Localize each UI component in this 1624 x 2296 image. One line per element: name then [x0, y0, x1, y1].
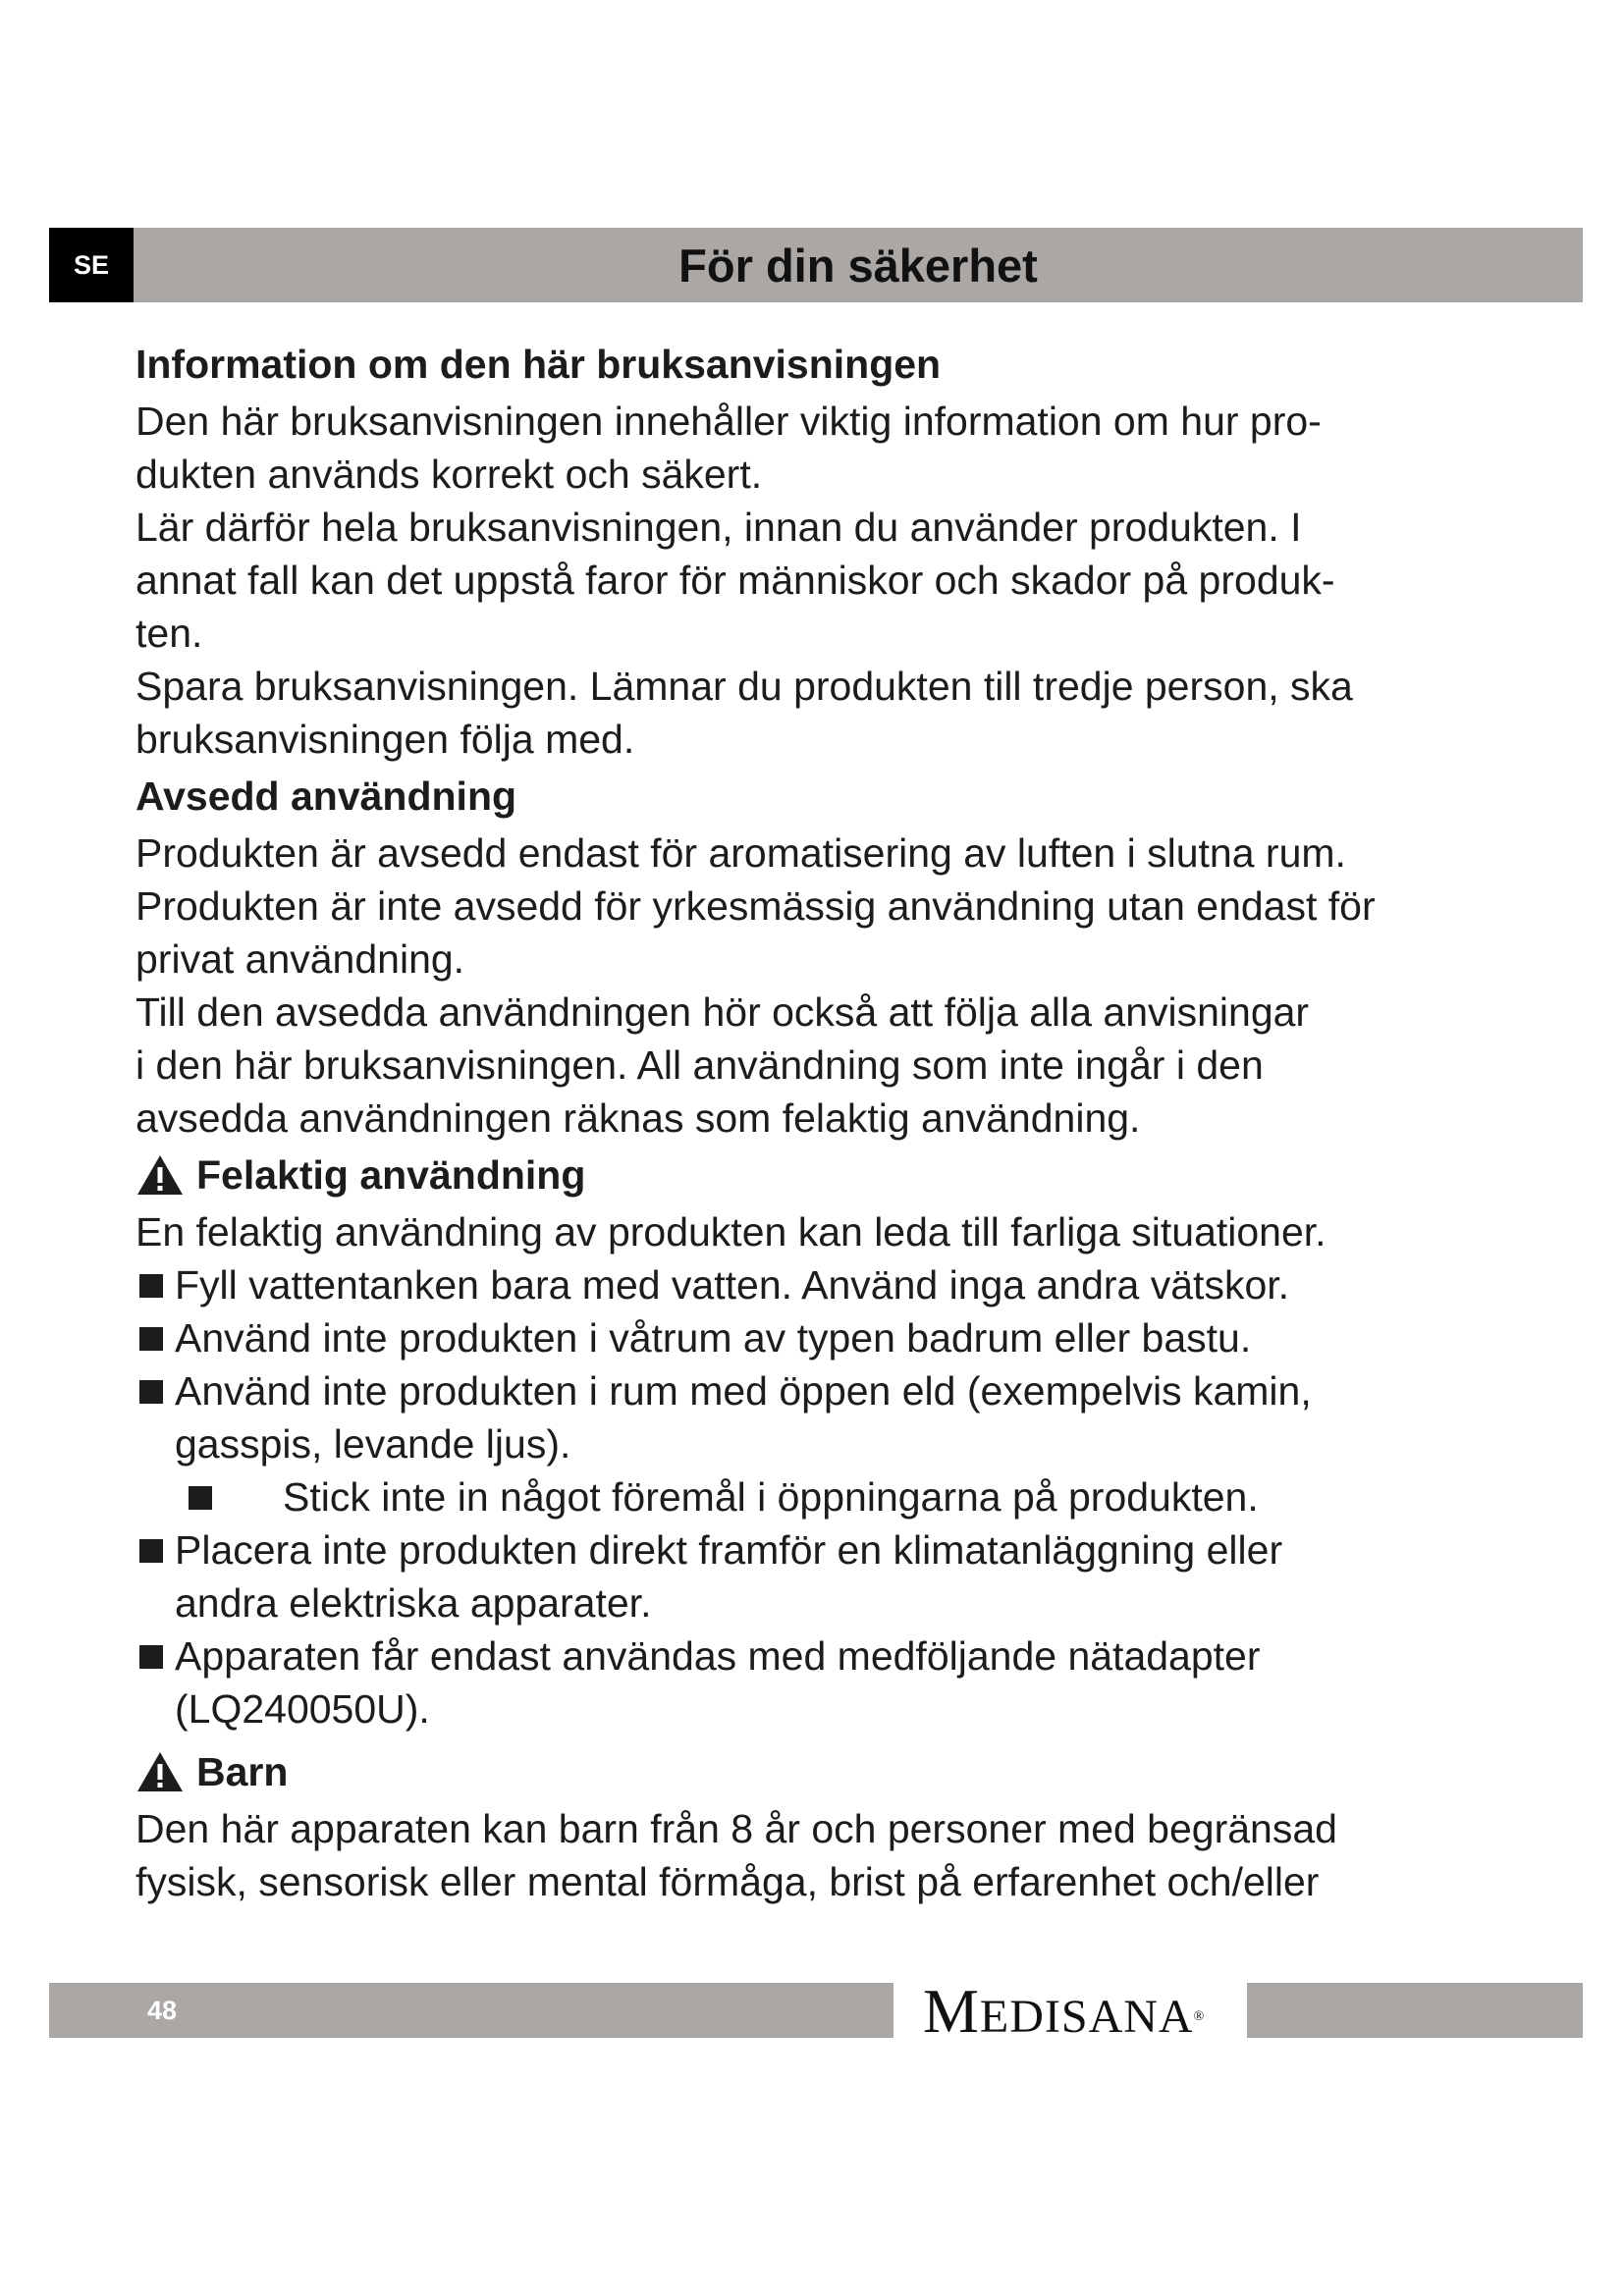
section-heading-children — [135, 1745, 1549, 1798]
list-item-text: Placera inte produkten direkt framför en klimatanläggning eller — [175, 1527, 1283, 1573]
page-title: För din säkerhet — [134, 228, 1583, 302]
paragraph-line: i den här bruksanvisningen. All användning som inte ingår i den — [135, 1042, 1264, 1088]
misuse-heading-text: Felaktig användning — [196, 1152, 586, 1198]
list-item-text: Fyll vattentanken bara med vatten. Använd inga andra vätskor. — [175, 1262, 1290, 1308]
list-item-text: Använd inte produkten i våtrum av typen badrum eller bastu. — [175, 1315, 1252, 1361]
list-item-text: Använd inte produkten i rum med öppen eld (exempelvis kamin, — [175, 1368, 1312, 1414]
paragraph-line: Spara bruksanvisningen. Lämnar du produkten till tredje person, ska — [135, 664, 1353, 709]
paragraph-line: Produkten är avsedd endast för aromatisering av luften i slutna rum. — [135, 830, 1346, 876]
list-item — [135, 1629, 1549, 1735]
warning-icon — [135, 1153, 185, 1197]
list-item-text: (LQ240050U). — [175, 1686, 430, 1732]
bullet-square-icon — [139, 1380, 163, 1404]
paragraph-line: Produkten är inte avsedd för yrkesmässig användning utan endast för — [135, 883, 1376, 929]
warning-icon — [135, 1750, 185, 1793]
logo-text: MEDISANA — [923, 1976, 1194, 2046]
list-item — [135, 1470, 1549, 1523]
list-item — [135, 1523, 1549, 1629]
brand-logo — [923, 1975, 1227, 2046]
paragraph-line: En felaktig användning av produkten kan leda till farliga situationer. — [135, 1209, 1326, 1255]
section-heading-misuse — [135, 1148, 1549, 1201]
list-item-text: Stick inte in något föremål i öppningarna på produkten. — [283, 1474, 1259, 1520]
paragraph-line: ten. — [135, 611, 203, 656]
list-item — [135, 1311, 1549, 1364]
children-heading-text: Barn — [196, 1749, 289, 1794]
paragraph-line: bruksanvisningen följa med. — [135, 717, 635, 762]
paragraph-line: privat användning. — [135, 936, 465, 982]
page-footer — [49, 1976, 1583, 2046]
section-heading-intended-use: Avsedd användning — [135, 774, 517, 819]
footer-bar-right — [1247, 1983, 1583, 2038]
list-item-text: gasspis, levande ljus). — [175, 1421, 571, 1467]
bullet-square-icon — [139, 1539, 163, 1563]
paragraph-line: annat fall kan det uppstå faror för människor och skador på produk- — [135, 558, 1335, 603]
registered-mark-icon: ® — [1193, 2009, 1206, 2024]
paragraph-line: Den här bruksanvisningen innehåller viktig information om hur pro- — [135, 399, 1322, 444]
paragraph-line: Lär därför hela bruksanvisningen, innan du använder produkten. I — [135, 505, 1302, 550]
paragraph-line: Den här apparaten kan barn från 8 år och personer med begränsad — [135, 1806, 1337, 1851]
paragraph-line: Till den avsedda användningen hör också att följa alla anvisningar — [135, 989, 1310, 1035]
paragraph-line: avsedda användningen räknas som felaktig användning. — [135, 1095, 1141, 1141]
section-heading-info: Information om den här bruksanvisningen — [135, 342, 942, 387]
bullet-square-icon — [139, 1645, 163, 1669]
bullet-square-icon — [139, 1274, 163, 1298]
list-item — [135, 1364, 1549, 1470]
page-number: 48 — [147, 1995, 178, 2025]
list-item-text: andra elektriska apparater. — [175, 1580, 652, 1626]
page-header — [49, 228, 1583, 302]
bullet-square-icon — [139, 1327, 163, 1351]
list-item-text: Apparaten får endast användas med medföljande nätadapter — [175, 1633, 1261, 1679]
list-item — [135, 1258, 1549, 1311]
content — [135, 334, 1549, 1908]
paragraph-line: dukten används korrekt och säkert. — [135, 452, 763, 497]
paragraph-line: fysisk, sensorisk eller mental förmåga, brist på erfarenhet och/eller — [135, 1859, 1320, 1904]
bullet-square-icon — [189, 1486, 212, 1510]
language-tab: SE — [49, 228, 134, 302]
